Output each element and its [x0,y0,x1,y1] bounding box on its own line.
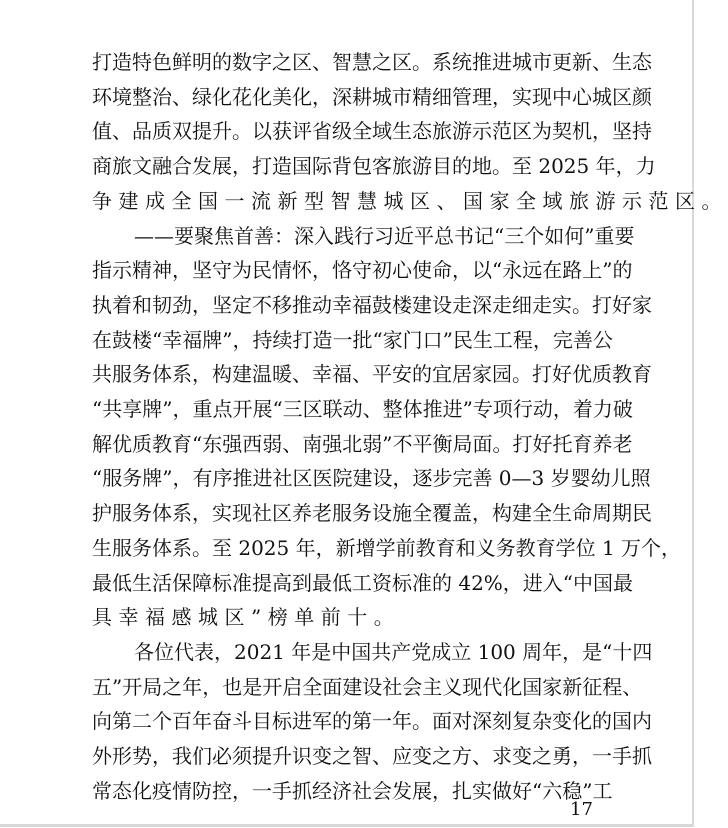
text-line: 向第二个百年奋斗目标进军的第一年。面对深刻复杂变化的国内 [92,709,652,734]
text-line: 争建成全国一流新型智慧城区、国家全域旅游示范区。 [92,188,728,213]
text-line: ——要聚焦首善：深入践行习近平总书记“三个如何”重要 [134,223,635,248]
text-line: 执着和韧劲，坚定不移推动幸福鼓楼建设走深走细走实。打好家 [92,292,652,317]
text-line: 常态化疫情防控，一手抓经济社会发展，扎实做好“六稳”工 [92,778,613,803]
text-line: “服务牌”，有序推进社区医院建设，逐步完善 0—3 岁婴幼儿照 [92,466,651,491]
text-line: 具幸福感城区”榜单前十。 [92,605,401,630]
text-line: 在鼓楼“幸福牌”，持续打造一批“家门口”民生工程，完善公 [92,327,613,352]
text-line: 商旅文融合发展，打造国际背包客旅游目的地。至 2025 年，力 [92,154,656,179]
text-line: 五”开局之年，也是开启全面建设社会主义现代化国家新征程、 [92,674,643,699]
text-line: 护服务体系，实现社区养老服务设施全覆盖，构建全生命周期民 [92,501,652,526]
text-line: 值、品质双提升。以获评省级全域生态旅游示范区为契机，坚持 [92,119,652,144]
text-line: 解优质教育“东强西弱、南强北弱”不平衡局面。打好托育养老 [92,431,633,456]
text-line: 生服务体系。至 2025 年，新增学前教育和义务教育学位 1 万个， [92,535,682,560]
text-line: “共享牌”，重点开展“三区联动、整体推进”专项行动，着力破 [92,397,633,421]
page-number: 17 [570,799,593,820]
text-line: 外形势，我们必须提升识变之智、应变之方、求变之勇，一手抓 [92,744,652,768]
text-line: 打造特色鲜明的数字之区、智慧之区。系统推进城市更新、生态 [92,50,652,74]
text-line: 共服务体系，构建温暖、幸福、平安的宜居家园。打好优质教育 [92,362,652,387]
text-line: 各位代表，2021 年是中国共产党成立 100 周年，是“十四 [134,639,653,664]
text-line: 指示精神，坚守为民情怀，恪守初心使命，以“永远在路上”的 [92,258,633,283]
text-line: 环境整治、绿化花化美化，深耕城市精细管理，实现中心城区颜 [92,84,652,109]
text-line: 最低生活保障标准提高到最低工资标准的 42%，进入“中国最 [92,570,634,595]
